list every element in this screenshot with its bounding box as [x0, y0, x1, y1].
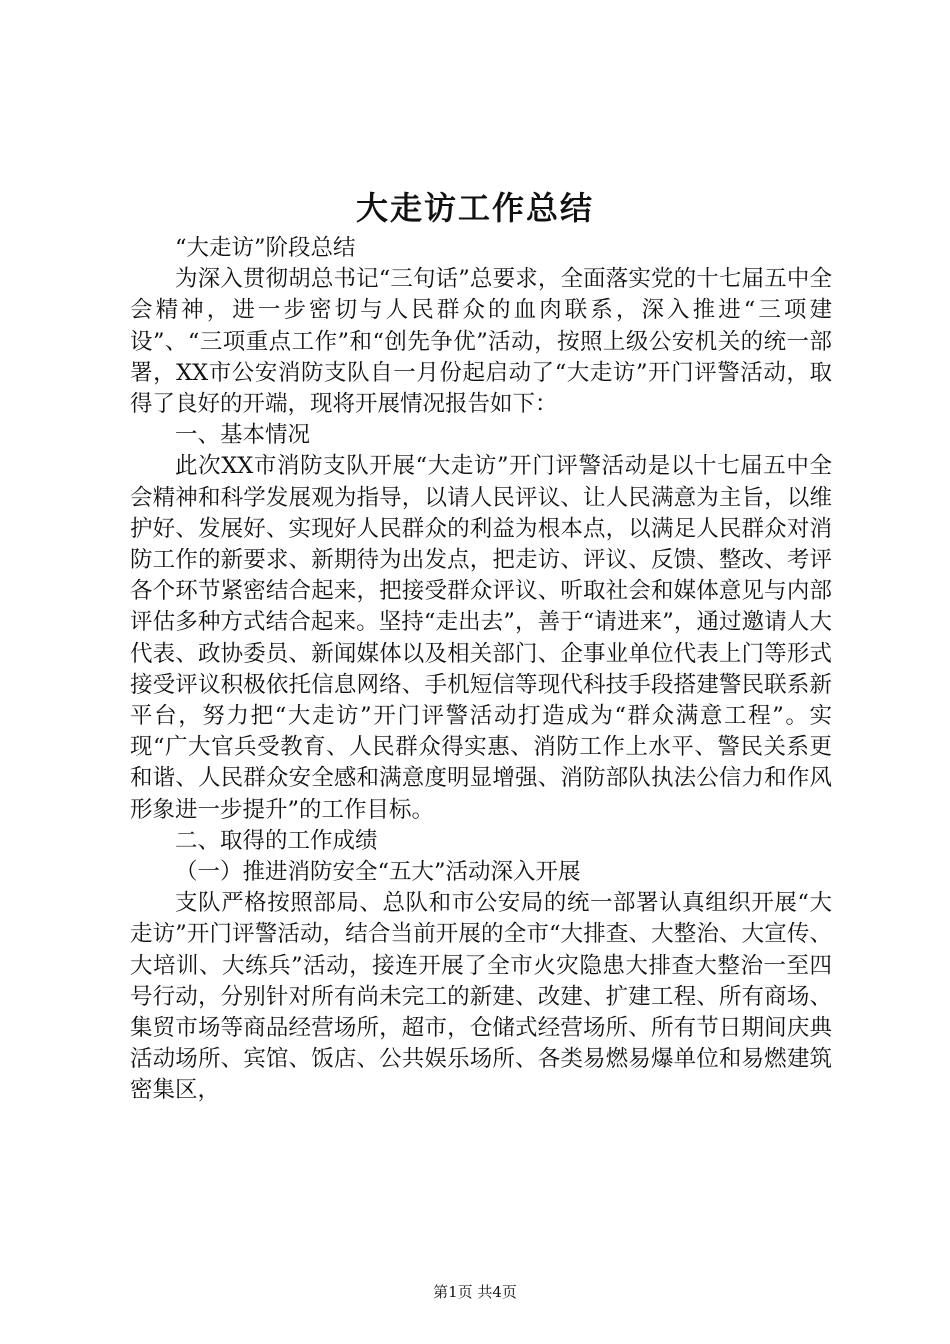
- document-body: [130, 233, 832, 1107]
- intro-paragraph: 为深入贯彻胡总书记“三句话”总要求，全面落实党的十七届五中全会精神，进一步密切与人民群众的血肉联系，深入推进“三项建设”、“三项重点工作”和“创先争优”活动，按照上级公安机关的统一部署，XX市公安消防支队自一月份起启动了“大走访”开门评警活动，取得了良好的开端，现将开展情况报告如下：: [130, 266, 832, 418]
- page-number-footer: 第1页 共4页: [433, 1283, 517, 1301]
- section-heading-basic-situation: 一、基本情况: [175, 422, 311, 449]
- document-title: 大走访工作总结: [355, 189, 594, 227]
- section-heading-stage-summary: “大走访”阶段总结: [175, 235, 356, 261]
- section-heading-achievements: 二、取得的工作成绩: [175, 827, 378, 854]
- basic-situation-paragraph: 此次XX市消防支队开展“大走访”开门评警活动是以十七届五中全会精神和科学发展观为指导，以请人民评议、让人民满意为主旨，以维护好、发展好、实现好人民群众的利益为根本点，以满足人民群众对消防工作的新要求、新期待为出发点，把走访、评议、反馈、整改、考评各个环节紧密结合起来，把接受群众评议、听取社会和媒体意见与内部评估多种方式结合起来。坚持“走出去”，善于“请进来”，通过邀请人大代表、政协委员、新闻媒体以及相关部门、企事业单位代表上门等形式接受评议积极依托信息网络、手机短信等现代科技手段搭建警民联系新平台，努力把“大走访”开门评警活动打造成为“群众满意工程”。实现“广大官兵受教育、人民群众得实惠、消防工作上水平、警民关系更和谐、人民群众安全感和满意度明显增强、消防部队执法公信力和作风形象进一步提升”的工作目标。: [130, 453, 832, 823]
- subsection-heading-five-activities: （一）推进消防安全“五大”活动深入开展: [175, 859, 581, 886]
- five-activities-paragraph: 支队严格按照部局、总队和市公安局的统一部署认真组织开展“大走访”开门评警活动，结合当前开展的全市“大排查、大整治、大宣传、大培训、大练兵”活动，接连开展了全市火灾隐患大排查大整治一至四号行动，分别针对所有尚未完工的新建、改建、扩建工程、所有商场、集贸市场等商品经营场所，超市，仓储式经营场所、所有节日期间庆典活动场所、宾馆、饭店、公共娱乐场所、各类易燃易爆单位和易燃建筑密集区，: [130, 890, 832, 1104]
